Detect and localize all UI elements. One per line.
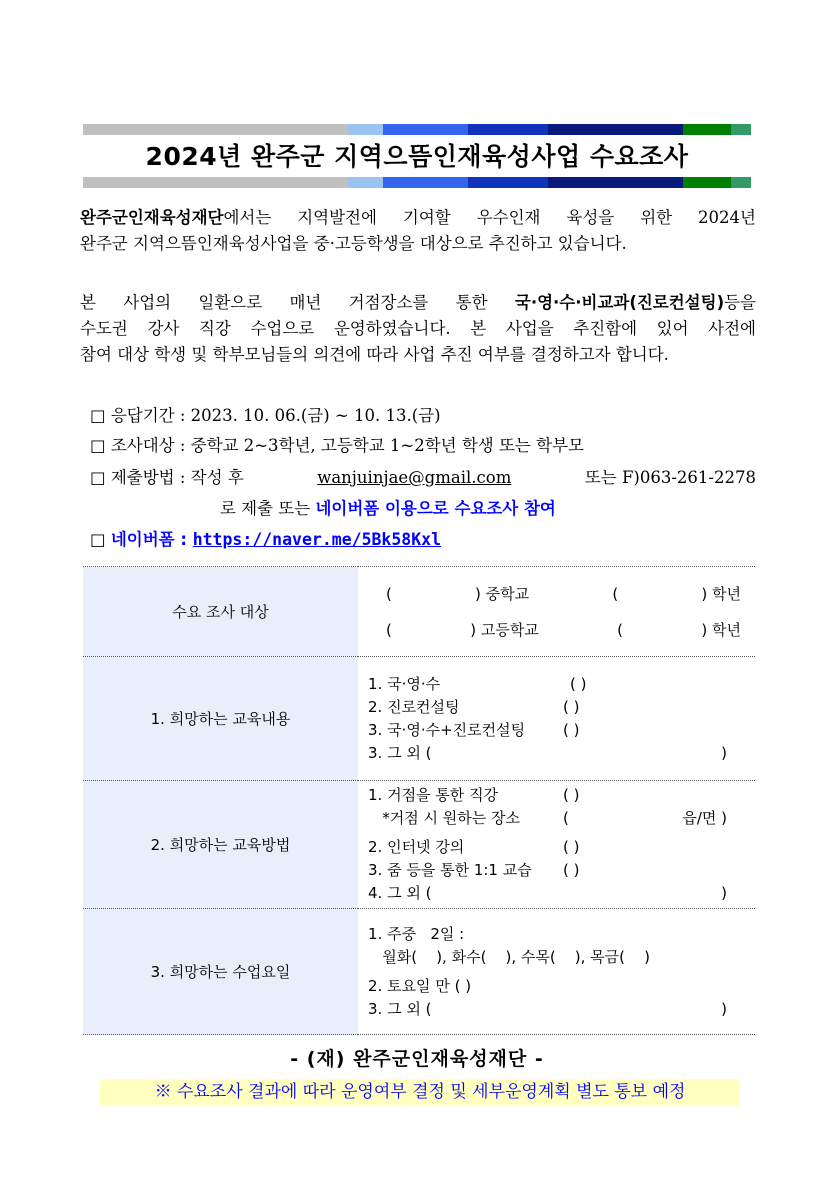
- option-mark: (: [563, 809, 569, 827]
- option-item[interactable]: [368, 696, 741, 719]
- option-mark: ( ): [570, 674, 587, 693]
- bar-segment: [683, 177, 731, 188]
- option-label: *거점 시 원하는 장소: [368, 809, 521, 827]
- bar-segment: [468, 177, 548, 188]
- option-label: 2. 진로컨설팅: [368, 697, 460, 716]
- option-mark: ): [721, 743, 727, 762]
- intro-line: 참여 대상 학생 및 학부모님들의 의견에 따라 사업 추진 여부를 결정하고자 합니다.: [80, 345, 669, 364]
- row-label: 수요 조사 대상: [83, 567, 358, 657]
- page-title: 2024년 완주군 지역으뜸인재육성사업 수요조사: [145, 142, 689, 171]
- bar-segment: [548, 124, 628, 135]
- intro-line: [80, 290, 756, 316]
- intro-paragraph-2: [80, 290, 756, 368]
- fax-number: 또는 F)063-261-2278: [584, 468, 756, 487]
- option-mark: ( ): [563, 697, 580, 716]
- school-label: ) 중학교: [475, 584, 530, 603]
- option-mark: ): [721, 999, 727, 1018]
- option-label: 3. 그 외 (: [368, 743, 432, 762]
- intro-paragraph-1: [80, 205, 756, 257]
- option-label: 1. 국·영·수: [368, 674, 441, 693]
- survey-table: [83, 566, 755, 1035]
- row-label: 3. 희망하는 수업요일: [83, 909, 358, 1035]
- bar-segment: [348, 124, 383, 135]
- option-label: 3. 국·영·수+진로컨설팅: [368, 720, 526, 739]
- table-row: [83, 567, 755, 657]
- naver-form-label: 네이버폼 :: [110, 530, 193, 549]
- option-item[interactable]: [368, 882, 741, 905]
- bar-segment: [731, 177, 751, 188]
- middle-school-line: [368, 576, 741, 612]
- bar-segment: [628, 177, 683, 188]
- row-label: 2. 희망하는 교육방법: [83, 781, 358, 909]
- footer-organization: - (재) 완주군인재육성재단 -: [290, 1048, 544, 1070]
- option-item[interactable]: [368, 742, 741, 765]
- education-content-options: [358, 657, 755, 781]
- notice-banner: ※ 수요조사 결과에 따라 운영여부 결정 및 세부운영계획 별도 통보 예정: [100, 1079, 740, 1105]
- option-item[interactable]: [368, 859, 741, 882]
- bar-segment: [208, 124, 348, 135]
- option-item[interactable]: 1. 주중 2일 :: [368, 924, 465, 943]
- bar-segment: [383, 177, 468, 188]
- email-link[interactable]: wanjuinjae@gmail.com: [317, 468, 512, 487]
- education-method-options: [358, 781, 755, 909]
- bracket: (: [617, 620, 624, 639]
- header-top-bar: [83, 124, 751, 135]
- method-cont: 로 제출 또는: [220, 499, 316, 518]
- option-item[interactable]: [368, 836, 741, 859]
- place-suffix: 읍/면 ): [682, 809, 727, 827]
- option-label: 3. 줌 등을 통한 1:1 교습: [368, 861, 532, 879]
- method-label: □ 제출방법 : 작성 후: [90, 468, 244, 487]
- submission-method: [90, 466, 756, 490]
- bar-segment: [383, 124, 468, 135]
- bar-segment: [731, 124, 751, 135]
- bar-segment: [628, 124, 683, 135]
- grade-label: ) 학년: [701, 584, 741, 603]
- option-mark: ( ): [563, 861, 580, 879]
- option-mark: ( ): [563, 838, 580, 856]
- high-school-line: [368, 612, 741, 648]
- option-item[interactable]: [368, 673, 741, 696]
- option-item[interactable]: [368, 998, 741, 1021]
- bar-segment: [208, 177, 348, 188]
- naver-form-link[interactable]: https://naver.me/5Bk58Kxl: [192, 530, 442, 549]
- option-mark: ): [721, 884, 727, 902]
- checkbox-glyph: □: [90, 530, 111, 549]
- option-item[interactable]: 2. 토요일 만 ( ): [368, 976, 472, 995]
- intro-text: 등을: [724, 293, 756, 312]
- row-label: 1. 희망하는 교육내용: [83, 657, 358, 781]
- bracket: (: [386, 584, 392, 603]
- bar-segment: [548, 177, 628, 188]
- option-item[interactable]: [368, 807, 741, 830]
- org-name: 완주군인재육성재단: [80, 208, 224, 227]
- intro-line: 수도권 강사 직강 수업으로 운영하였습니다. 본 사업을 추진함에 있어 사전에: [80, 319, 756, 338]
- survey-target-input[interactable]: [358, 567, 755, 657]
- table-row: [83, 657, 755, 781]
- intro-text: 본 사업의 일환으로 매년 거점장소를 통한: [80, 293, 515, 312]
- naver-form-highlight: 네이버폼 이용으로 수요조사 참여: [315, 499, 556, 518]
- bracket: (: [386, 620, 392, 639]
- table-row: [83, 781, 755, 909]
- bar-segment: [683, 124, 731, 135]
- bar-segment: [348, 177, 383, 188]
- option-mark: ( ): [563, 720, 580, 739]
- intro-line: [80, 205, 756, 231]
- bar-segment: [83, 124, 208, 135]
- option-item[interactable]: [368, 719, 741, 742]
- response-period: □ 응답기간 : 2023. 10. 06.(금) ~ 10. 13.(금): [90, 406, 441, 425]
- intro-text: 에서는 지역발전에 기여할 우수인재 육성을 위한 2024년: [223, 208, 756, 227]
- bar-segment: [468, 124, 548, 135]
- header-bottom-bar: [83, 177, 751, 188]
- school-label: ) 고등학교: [470, 620, 539, 639]
- submission-method-continued: [220, 497, 556, 521]
- intro-line: 완주군 지역으뜸인재육성사업을 중·고등학생을 대상으로 추진하고 있습니다.: [80, 234, 627, 253]
- naver-form-line: [90, 528, 441, 552]
- option-label: 1. 거점을 통한 직강: [368, 786, 499, 804]
- survey-target: □ 조사대상 : 중학교 2~3학년, 고등학교 1~2학년 학생 또는 학부모: [90, 436, 584, 455]
- table-row: [83, 909, 755, 1035]
- bracket: (: [612, 584, 619, 603]
- grade-label: ) 학년: [701, 620, 741, 639]
- option-item[interactable]: 월화( ), 화수( ), 수목( ), 목금( ): [368, 947, 650, 966]
- option-label: 3. 그 외 (: [368, 999, 432, 1018]
- option-label: 4. 그 외 (: [368, 884, 432, 902]
- class-day-options: [358, 909, 755, 1035]
- bar-segment: [83, 177, 208, 188]
- option-item[interactable]: [368, 784, 741, 807]
- subject-list: 국·영·수·비교과(진로컨설팅): [514, 293, 725, 312]
- option-label: 2. 인터넷 강의: [368, 838, 465, 856]
- option-mark: ( ): [563, 786, 580, 804]
